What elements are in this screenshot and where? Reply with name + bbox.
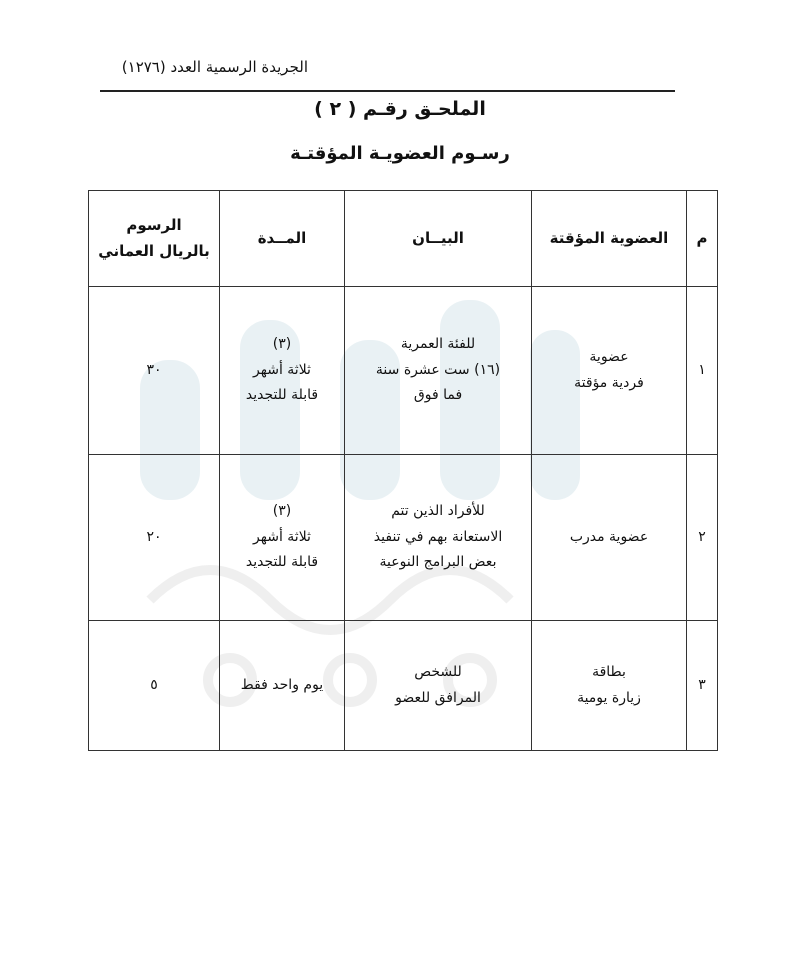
row-number: ١ xyxy=(687,287,718,455)
appendix-title: الملحـق رقـم ( ٢ ) xyxy=(314,98,486,120)
duration-line: يوم واحد فقط xyxy=(240,676,324,693)
duration xyxy=(220,287,345,455)
membership-fees-table xyxy=(88,190,718,751)
table-row xyxy=(89,287,718,455)
description xyxy=(345,287,532,455)
table-row xyxy=(89,621,718,751)
duration-line: قابلة للتجديد xyxy=(245,387,319,404)
description-line: الاستعانة بهم في تنفيذ xyxy=(373,528,503,545)
fee-amount: ٥ xyxy=(89,621,220,751)
table-header-row xyxy=(89,191,718,287)
membership-type xyxy=(532,455,687,621)
table-row xyxy=(89,455,718,621)
header-rule xyxy=(100,90,675,92)
col-header-fee-line2: بالريال العماني xyxy=(98,241,210,260)
col-header-number: م xyxy=(687,191,718,287)
col-header-fee xyxy=(89,191,220,287)
membership-type-line: عضوية xyxy=(589,348,629,365)
duration xyxy=(220,621,345,751)
duration-line: ثلاثة أشهر xyxy=(253,528,311,545)
description xyxy=(345,455,532,621)
row-number: ٣ xyxy=(687,621,718,751)
description-line: (١٦) ست عشرة سنة xyxy=(375,361,501,378)
col-header-duration: المــدة xyxy=(220,191,345,287)
membership-type-line: بطاقة xyxy=(592,663,626,680)
col-header-membership: العضوية المؤقتة xyxy=(532,191,687,287)
description-line: بعض البرامج النوعية xyxy=(379,554,497,571)
description xyxy=(345,621,532,751)
running-header: الجريدة الرسمية العدد (١٢٧٦) xyxy=(121,58,308,76)
description-line: للفئة العمرية xyxy=(400,335,476,352)
membership-type-line: عضوية مدرب xyxy=(569,528,649,545)
description-line: للشخص xyxy=(414,663,462,680)
row-number: ٢ xyxy=(687,455,718,621)
membership-type-line: فردية مؤقتة xyxy=(574,374,644,391)
duration-line: قابلة للتجديد xyxy=(245,554,319,571)
description-line: للأفراد الذين تتم xyxy=(391,502,485,519)
description-line: المرافق للعضو xyxy=(395,689,481,706)
col-header-description: البيــان xyxy=(345,191,532,287)
col-header-fee-line1: الرسوم xyxy=(126,216,182,234)
membership-type xyxy=(532,621,687,751)
duration xyxy=(220,455,345,621)
fees-title: رسـوم العضويـة المؤقتـة xyxy=(290,143,510,164)
duration-line: (٣) xyxy=(272,335,292,352)
fee-amount: ٣٠ xyxy=(89,287,220,455)
description-line: فما فوق xyxy=(413,387,463,404)
membership-type-line: زيارة يومية xyxy=(577,689,641,706)
membership-type xyxy=(532,287,687,455)
duration-line: (٣) xyxy=(272,502,292,519)
duration-line: ثلاثة أشهر xyxy=(253,361,311,378)
fee-amount: ٢٠ xyxy=(89,455,220,621)
